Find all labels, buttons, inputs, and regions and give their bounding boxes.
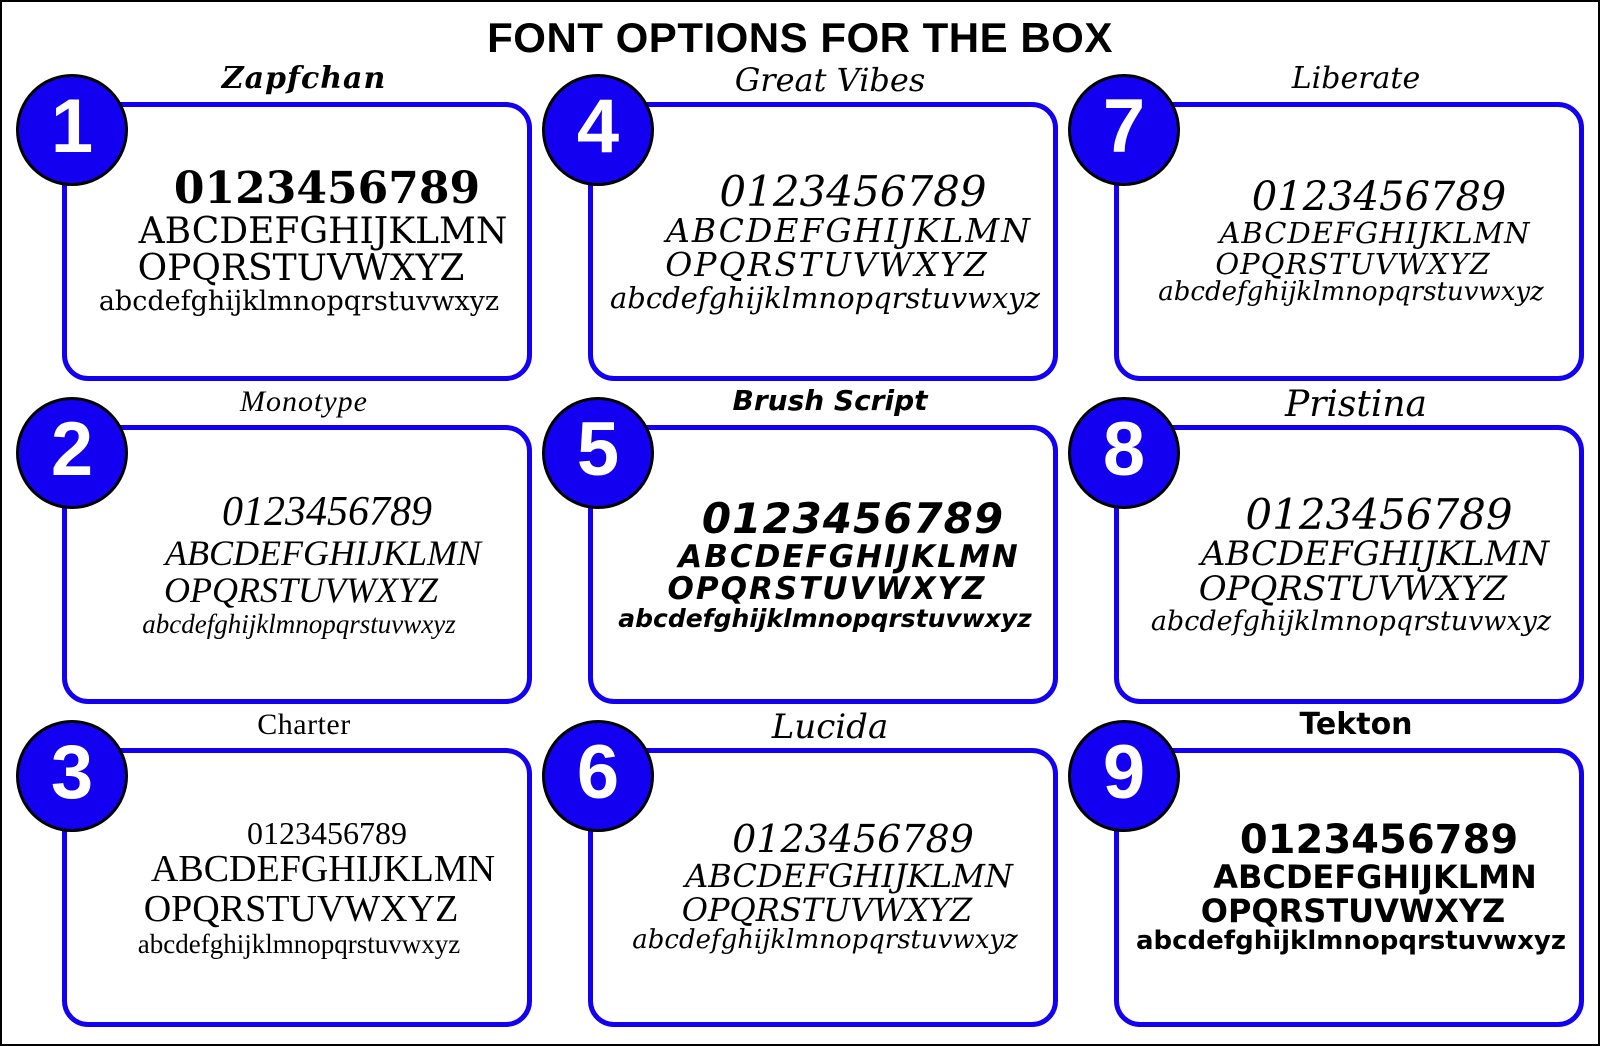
sample-digits: 0123456789 xyxy=(1239,817,1519,864)
font-sample-card[interactable] xyxy=(62,102,532,381)
sample-digits: 0123456789 xyxy=(701,493,1005,543)
font-option-4[interactable] xyxy=(542,64,1058,383)
font-option-5[interactable] xyxy=(542,387,1058,706)
option-number-badge[interactable]: 1 xyxy=(16,74,128,186)
sample-lowercase: abcdefghijklmnopqrstuvwxyz xyxy=(632,925,1018,956)
sample-lowercase: abcdefghijklmnopqrstuvwxyz xyxy=(1150,606,1552,638)
sample-uppercase-line2: OPQRSTUVWXYZ xyxy=(1200,891,1506,930)
sample-uppercase-line1: ABCDEFGHIJKLMN xyxy=(1219,216,1531,251)
option-number-badge[interactable]: 5 xyxy=(542,397,654,509)
option-number-badge[interactable]: 6 xyxy=(542,720,654,832)
option-number-badge[interactable]: 9 xyxy=(1068,720,1180,832)
sample-digits: 0123456789 xyxy=(247,814,407,851)
sample-uppercase-line1: ABCDEFGHIJKLMN xyxy=(165,532,481,573)
sample-uppercase-line2: OPQRSTUVWXYZ xyxy=(681,890,973,929)
font-name-label: Great Vibes xyxy=(734,64,926,99)
font-sample-card[interactable] xyxy=(588,102,1058,381)
sample-uppercase-line2: OPQRSTUVWXYZ xyxy=(1215,246,1491,281)
sample-uppercase-line1: ABCDEFGHIJKLMN xyxy=(685,857,1013,896)
font-name-label: Lucida xyxy=(771,710,889,747)
sample-digits: 0123456789 xyxy=(1245,489,1513,539)
sample-uppercase-line2: OPQRSTUVWXYZ xyxy=(143,888,459,931)
font-sample-card[interactable] xyxy=(588,425,1058,704)
font-sample-card[interactable] xyxy=(588,748,1058,1027)
sample-uppercase-line2: OPQRSTUVWXYZ xyxy=(163,570,438,611)
font-option-1[interactable] xyxy=(16,64,532,383)
font-name-label: Brush Script xyxy=(732,387,928,417)
font-sample-card[interactable] xyxy=(1114,102,1584,381)
sample-lowercase: abcdefghijklmnopqrstuvwxyz xyxy=(142,609,456,640)
sample-lowercase: abcdefghijklmnopqrstuvwxyz xyxy=(1135,926,1566,957)
font-name-label: Tekton xyxy=(1299,710,1413,742)
sample-uppercase-line2: OPQRSTUVWXYZ xyxy=(137,248,465,290)
sample-uppercase-line1: ABCDEFGHIJKLMN xyxy=(665,210,1033,250)
font-sample-card[interactable] xyxy=(62,425,532,704)
font-name-label: Liberate xyxy=(1291,64,1421,96)
font-name-label: Pristina xyxy=(1284,387,1428,425)
option-number-badge[interactable]: 4 xyxy=(542,74,654,186)
sample-lowercase: abcdefghijklmnopqrstuvwxyz xyxy=(137,929,461,960)
font-option-6[interactable] xyxy=(542,710,1058,1029)
sample-uppercase-line2: OPQRSTUVWXYZ xyxy=(665,245,989,285)
sample-uppercase-line1: ABCDEFGHIJKLMN xyxy=(1213,858,1537,897)
sample-digits: 0123456789 xyxy=(732,817,974,862)
font-sample-card[interactable] xyxy=(1114,425,1584,704)
sample-lowercase: abcdefghijklmnopqrstuvwxyz xyxy=(98,286,500,318)
font-sample-card[interactable] xyxy=(62,748,532,1027)
sample-uppercase-line1: ABCDEFGHIJKLMN xyxy=(1200,533,1550,574)
sample-digits: 0123456789 xyxy=(173,163,481,215)
option-number-badge[interactable]: 7 xyxy=(1068,74,1180,186)
sample-lowercase: abcdefghijklmnopqrstuvwxyz xyxy=(610,280,1040,315)
sample-uppercase-line1: ABCDEFGHIJKLMN xyxy=(678,538,1020,575)
sample-digits: 0123456789 xyxy=(719,166,987,216)
sample-uppercase-line2: OPQRSTUVWXYZ xyxy=(1198,569,1508,610)
page-title: FONT OPTIONS FOR THE BOX xyxy=(487,14,1113,61)
font-name-label: Charter xyxy=(257,710,351,741)
font-option-7[interactable] xyxy=(1068,64,1584,383)
sample-uppercase-line1: ABCDEFGHIJKLMN xyxy=(138,210,508,252)
font-option-8[interactable] xyxy=(1068,387,1584,706)
sample-lowercase: abcdefghijklmnopqrstuvwxyz xyxy=(1158,277,1544,308)
sample-uppercase-line1: ABCDEFGHIJKLMN xyxy=(150,848,496,891)
option-number-badge[interactable]: 2 xyxy=(16,397,128,509)
font-option-3[interactable] xyxy=(16,710,532,1029)
sample-digits: 0123456789 xyxy=(1251,174,1507,221)
sample-lowercase: abcdefghijklmnopqrstuvwxyz xyxy=(618,603,1032,633)
option-number-badge[interactable]: 3 xyxy=(16,720,128,832)
font-sample-card[interactable] xyxy=(1114,748,1584,1027)
font-option-9[interactable] xyxy=(1068,710,1584,1029)
font-option-2[interactable] xyxy=(16,387,532,706)
sample-digits: 0123456789 xyxy=(222,489,432,536)
font-name-label: Monotype xyxy=(240,387,368,418)
sample-uppercase-line2: OPQRSTUVWXYZ xyxy=(667,571,987,608)
option-number-badge[interactable]: 8 xyxy=(1068,397,1180,509)
font-name-label: Zapfchan xyxy=(221,64,387,96)
font-options-grid xyxy=(2,64,1598,1039)
